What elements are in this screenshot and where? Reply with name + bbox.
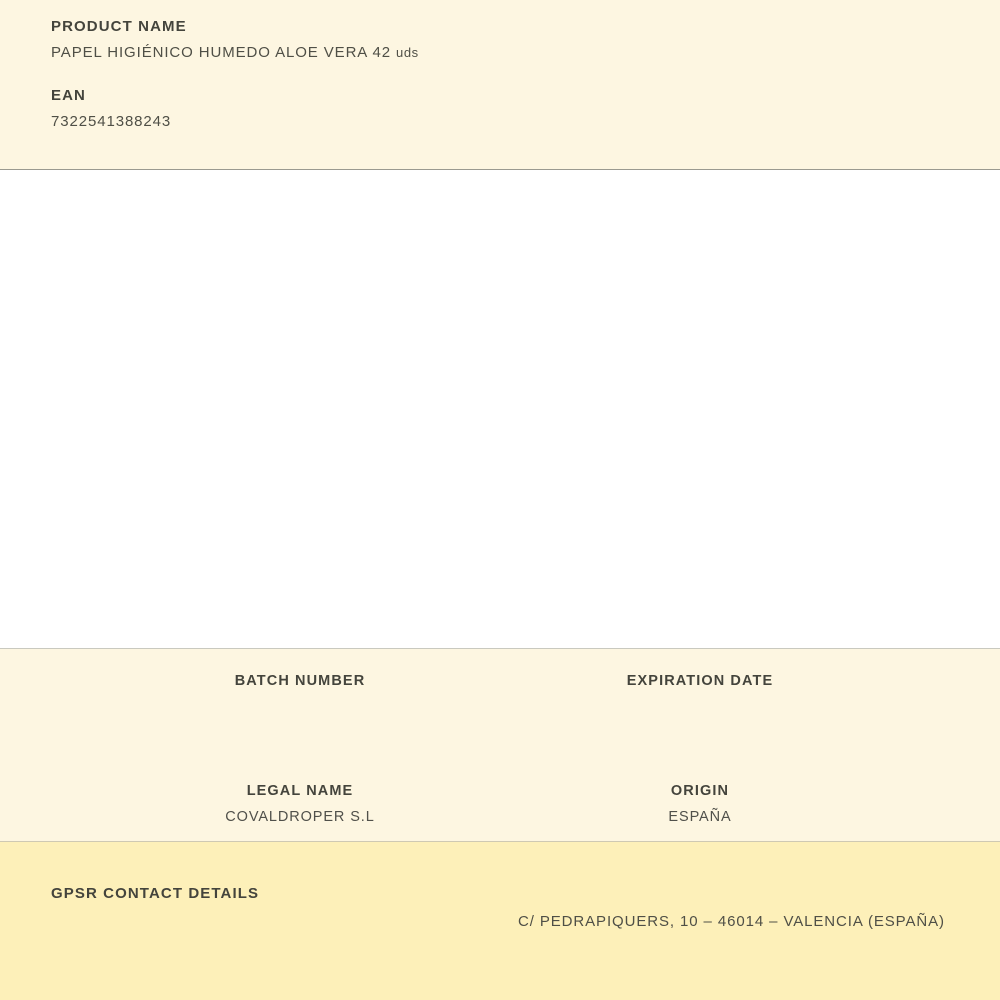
- image-placeholder-area: [0, 170, 1000, 649]
- details-row-legal-origin: [0, 717, 1000, 827]
- product-header-section: [0, 0, 1000, 170]
- batch-number-label: BATCH NUMBER: [234, 673, 366, 689]
- origin-cell: [500, 783, 900, 827]
- details-row-batch-expiration: [0, 649, 1000, 717]
- batch-number-value: [100, 699, 500, 717]
- batch-number-cell: [100, 673, 500, 717]
- legal-name-value: COVALDROPER S.L: [225, 809, 375, 825]
- expiration-date-value: [500, 699, 900, 717]
- product-name-value: [51, 44, 1000, 61]
- origin-label: ORIGIN: [670, 783, 730, 799]
- product-name-units: uds: [396, 45, 419, 60]
- expiration-date-cell: [500, 673, 900, 717]
- legal-name-cell: [100, 783, 500, 827]
- product-name-field: [0, 18, 1000, 61]
- ean-label: EAN: [51, 87, 86, 104]
- origin-value: ESPAÑA: [668, 809, 732, 825]
- ean-value: 7322541388243: [51, 113, 172, 130]
- gpsr-contact-address: C/ PEDRAPIQUERS, 10 – 46014 – VALENCIA (ESPAÑA): [518, 913, 945, 930]
- gpsr-contact-section: [0, 842, 1000, 1000]
- expiration-date-label: EXPIRATION DATE: [626, 673, 774, 689]
- legal-name-label: LEGAL NAME: [246, 783, 354, 799]
- product-name-label: PRODUCT NAME: [51, 18, 187, 35]
- gpsr-contact-label: GPSR CONTACT DETAILS: [51, 885, 260, 902]
- product-details-section: [0, 649, 1000, 842]
- product-name-text: PAPEL HIGIÉNICO HUMEDO ALOE VERA 42: [51, 44, 391, 61]
- ean-field: [0, 87, 1000, 130]
